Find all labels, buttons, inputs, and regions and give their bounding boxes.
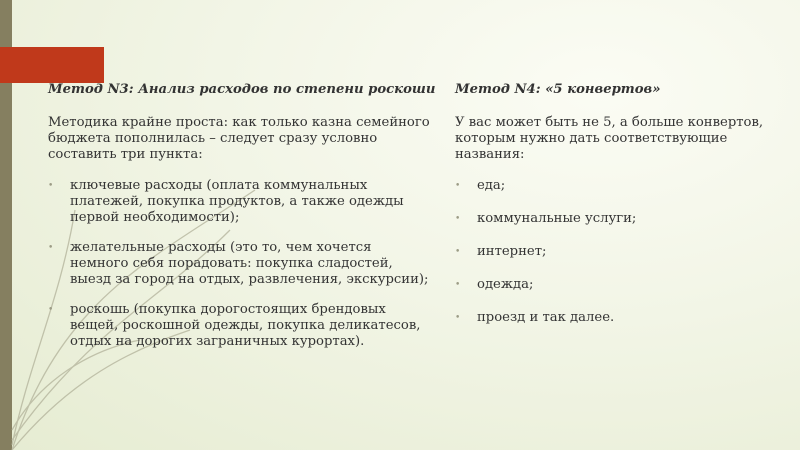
list-item-text: роскошь (покупка дорогостоящих брендовых вещей, роскошной одежды, покупка деликатесов, отдых на дорогих заграничных курортах).	[70, 302, 421, 349]
list-item-text: одежда;	[477, 277, 534, 292]
list-item-text: проезд и так далее.	[477, 310, 615, 325]
method-4-column	[455, 82, 785, 343]
bullet-icon: •	[48, 243, 54, 253]
list-item	[455, 277, 785, 293]
bullet-icon: •	[455, 247, 461, 257]
list-item-text: желательные расходы (это то, чем хочется немного себя порадовать: покупка сладостей, выезд за город на отдых, развлечения, экскурсии);	[70, 240, 429, 287]
list-item	[455, 310, 785, 326]
method-4-list	[455, 178, 785, 326]
list-item-text: еда;	[477, 178, 506, 193]
list-item	[455, 211, 785, 227]
bullet-icon: •	[455, 214, 461, 224]
bullet-icon: •	[48, 305, 54, 315]
list-item-text: коммунальные услуги;	[477, 211, 637, 226]
method-4-heading: Метод N4: «5 конвертов»	[455, 82, 661, 97]
method-3-list	[48, 178, 433, 350]
method-4-intro: У вас может быть не 5, а больше конвертов, которым нужно дать соответствующие названия:	[455, 115, 764, 162]
list-item-text: интернет;	[477, 244, 547, 259]
bullet-icon: •	[455, 313, 461, 323]
list-item-text: ключевые расходы (оплата коммунальных платежей, покупка продуктов, а также одежды первой необходимости);	[70, 178, 404, 225]
method-3-intro: Методика крайне проста: как только казна семейного бюджета пополнилась – следует сразу условно составить три пункта:	[48, 115, 430, 162]
bullet-icon: •	[455, 280, 461, 290]
list-item	[455, 178, 785, 194]
list-item	[48, 178, 433, 226]
accent-band	[0, 47, 104, 83]
list-item	[455, 244, 785, 260]
list-item	[48, 302, 433, 350]
method-3-column	[48, 82, 436, 364]
list-item	[48, 240, 433, 288]
bullet-icon: •	[48, 181, 54, 191]
bullet-icon: •	[455, 181, 461, 191]
method-3-heading: Метод N3: Анализ расходов по степени роскоши	[48, 82, 436, 97]
